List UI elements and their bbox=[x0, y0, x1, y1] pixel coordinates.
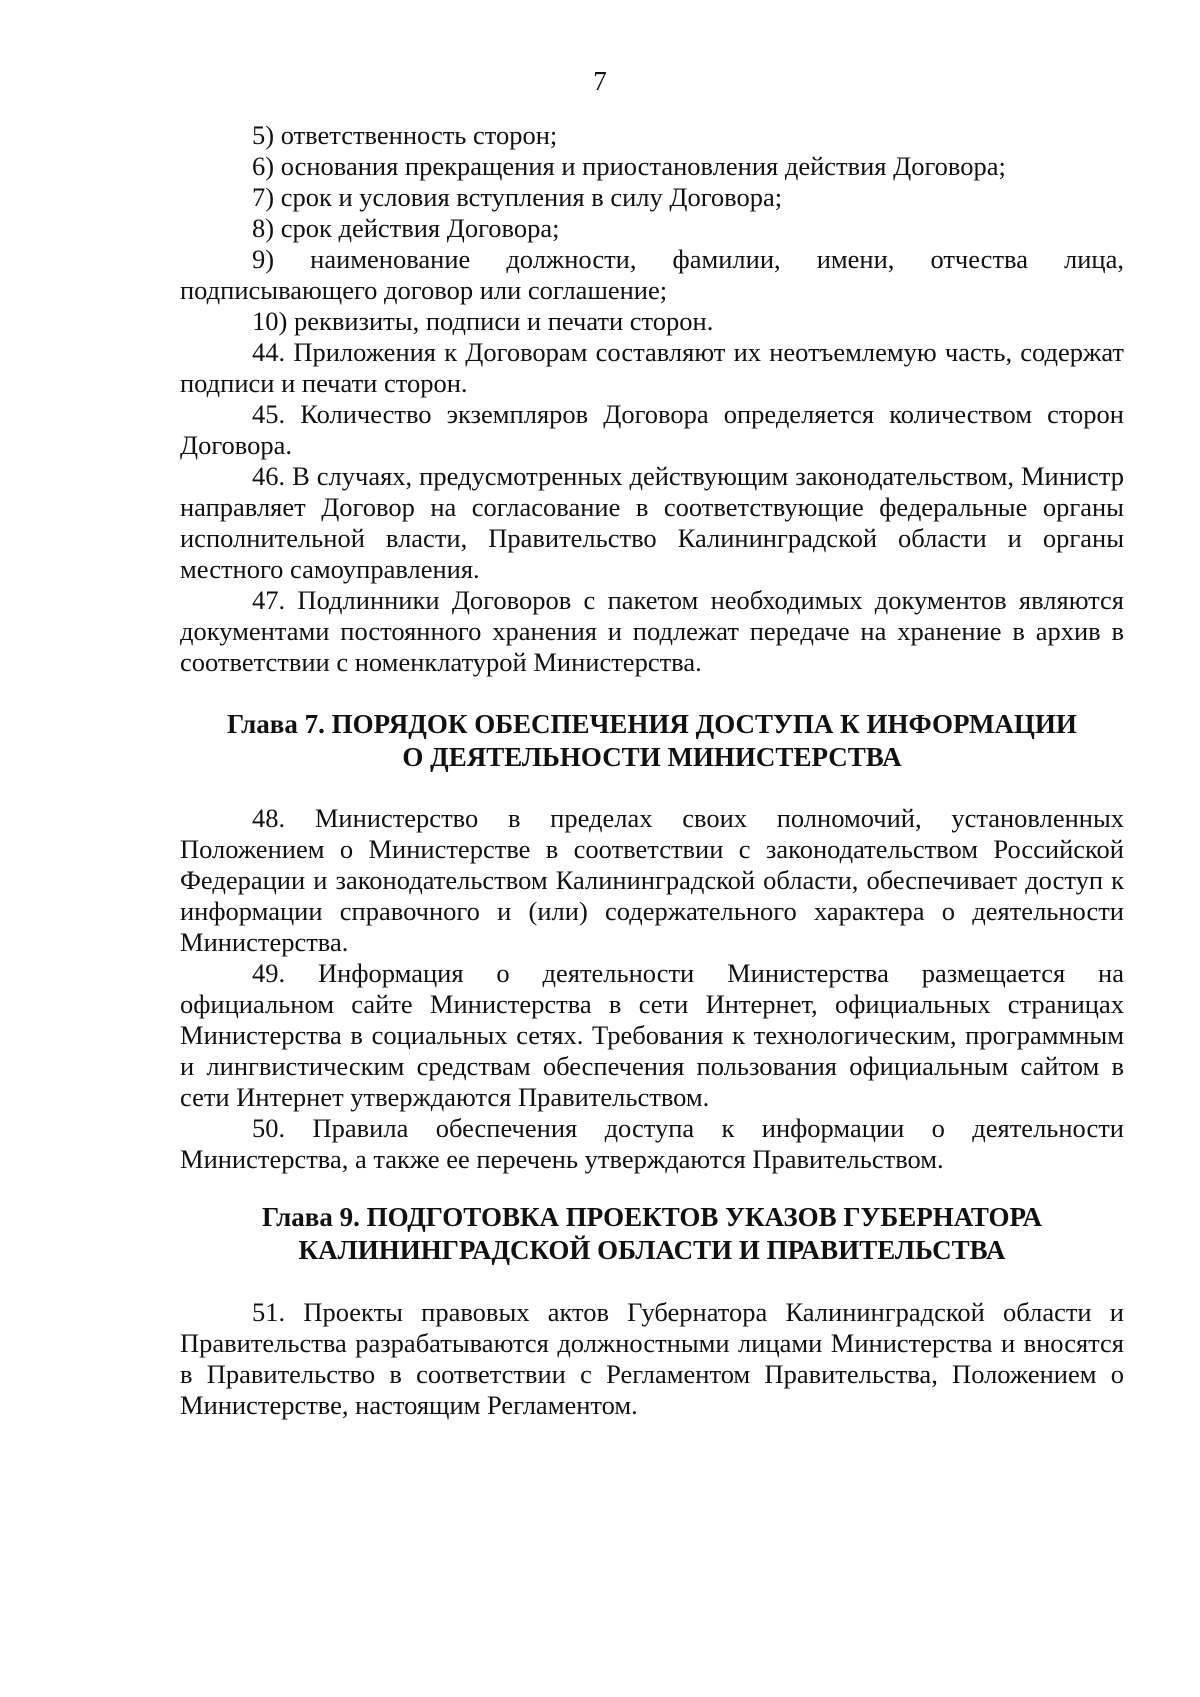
chapter-9-title-line-2: КАЛИНИНГРАДСКОЙ ОБЛАСТИ И ПРАВИТЕЛЬСТВА bbox=[298, 1235, 1006, 1265]
chapter-9-heading bbox=[180, 1201, 1124, 1267]
paragraph-46: 46. В случаях, предусмотренных действующим законодательством, Министр направляет Договор на согласование в соответствующие федеральные органы исполнительной власти, Правительство Калининградской области и органы местного самоуправления. bbox=[180, 461, 1124, 584]
paragraph-48: 48. Министерство в пределах своих полномочий, установленных Положением о Министерстве в соответствии с законодательством Российской Федерации и законодательством Калининградской области, обеспечивает доступ к информации справочного и (или) содержательного характера о деятельности Министерства. bbox=[180, 803, 1124, 957]
list-item: 7) срок и условия вступления в силу Договора; bbox=[252, 182, 783, 212]
list-item: 9) наименование должности, фамилии, имени, отчества лица, подписывающего договор или соглашение; bbox=[180, 244, 1124, 305]
paragraph-50: 50. Правила обеспечения доступа к информации о деятельности Министерства, а также ее перечень утверждаются Правительством. bbox=[180, 1113, 1124, 1174]
chapter-7-title-line-2: О ДЕЯТЕЛЬНОСТИ МИНИСТЕРСТВА bbox=[402, 742, 902, 772]
list-item: 6) основания прекращения и приостановления действия Договора; bbox=[252, 151, 1006, 181]
document-body bbox=[180, 120, 1124, 1421]
paragraph-47: 47. Подлинники Договоров с пакетом необходимых документов являются документами постоянного хранения и подлежат передаче на хранение в архив в соответствии с номенклатурой Министерства. bbox=[180, 585, 1124, 677]
chapter-9-title-line-1: Глава 9. ПОДГОТОВКА ПРОЕКТОВ УКАЗОВ ГУБЕРНАТОРА bbox=[261, 1202, 1043, 1232]
paragraph-51: 51. Проекты правовых актов Губернатора Калининградской области и Правительства разрабатываются должностными лицами Министерства и вносятся в Правительство в соответствии с Регламентом Правительства, Положением о Министерстве, настоящим Регламентом. bbox=[180, 1297, 1124, 1420]
chapter-7-heading bbox=[180, 708, 1124, 774]
paragraph-44: 44. Приложения к Договорам составляют их неотъемлемую часть, содержат подписи и печати сторон. bbox=[180, 337, 1124, 398]
page-number: 7 bbox=[593, 66, 607, 96]
paragraph-49: 49. Информация о деятельности Министерства размещается на официальном сайте Министерства в сети Интернет, официальных страницах Министерства в социальных сетях. Требования к технологическим, программным и лингвистическим средствам обеспечения пользования официальным сайтом в сети Интернет утверждаются Правительством. bbox=[180, 958, 1124, 1112]
list-item: 5) ответственность сторон; bbox=[252, 120, 558, 150]
paragraph-45: 45. Количество экземпляров Договора определяется количеством сторон Договора. bbox=[180, 399, 1124, 460]
chapter-7-title-line-1: Глава 7. ПОРЯДОК ОБЕСПЕЧЕНИЯ ДОСТУПА К ИНФОРМАЦИИ bbox=[227, 709, 1077, 739]
list-item: 8) срок действия Договора; bbox=[252, 213, 560, 243]
list-item: 10) реквизиты, подписи и печати сторон. bbox=[252, 306, 714, 336]
